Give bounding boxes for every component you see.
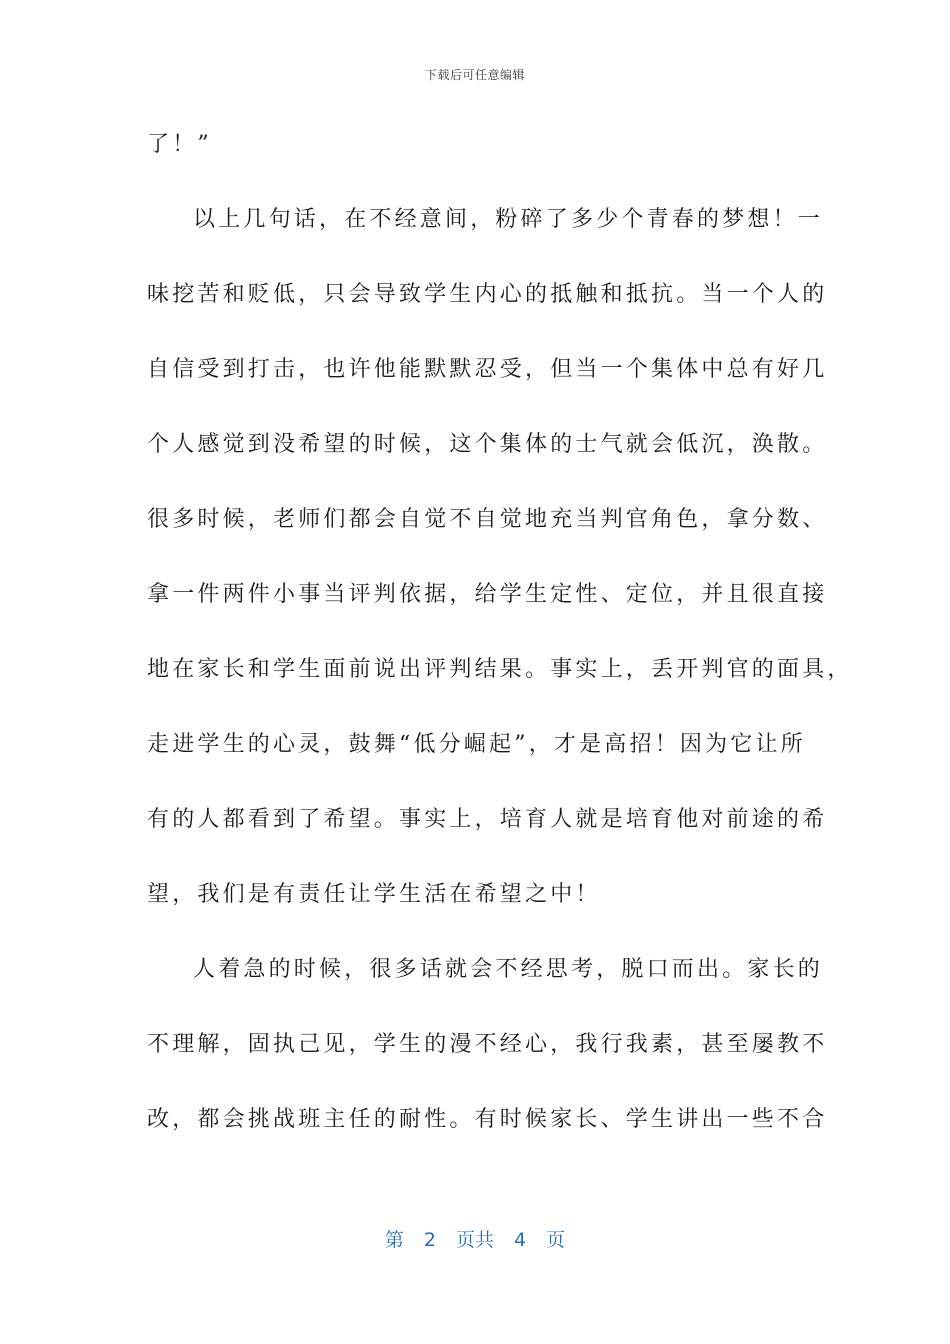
text-line-10: 有的人都看到了希望。事实上，培育人就是培育他对前途的希 — [147, 807, 828, 832]
text-line-4: 自信受到打击，也许他能默默忍受，但当一个集体中总有好几 — [147, 357, 828, 382]
text-line-1: 了！” — [147, 132, 212, 157]
text-line-6: 很多时候，老师们都会自觉不自觉地充当判官角色，拿分数、 — [147, 507, 828, 532]
text-line-14: 改，都会挑战班主任的耐性。有时候家长、学生讲出一些不合 — [147, 1107, 828, 1132]
text-line-12: 人着急的时候，很多话就会不经思考，脱口而出。家长的 — [193, 957, 824, 982]
text-line-8: 地在家长和学生面前说出评判结果。事实上，丢开判官的面具， — [147, 657, 853, 682]
text-line-3: 味挖苦和贬低，只会导致学生内心的抵触和抵抗。当一个人的 — [147, 282, 828, 307]
text-line-2: 以上几句话，在不经意间，粉碎了多少个青春的梦想！一 — [193, 207, 824, 232]
text-line-9: 走进学生的心灵，鼓舞“低分崛起”，才是高招！因为它让所 — [147, 732, 806, 757]
text-line-7: 拿一件两件小事当评判依据，给学生定性、定位，并且很直接 — [147, 582, 828, 607]
document-body — [147, 118, 853, 1168]
text-line-13: 不理解，固执己见，学生的漫不经心，我行我素，甚至屡教不 — [147, 1032, 828, 1057]
page-header: 下载后可任意编辑 — [424, 68, 525, 82]
page-footer: 第 2 页共 4 页 — [384, 1229, 566, 1251]
text-line-11: 望，我们是有责任让学生活在希望之中！ — [147, 882, 601, 907]
text-line-5: 个人感觉到没希望的时候，这个集体的士气就会低沉，涣散。 — [147, 432, 828, 457]
